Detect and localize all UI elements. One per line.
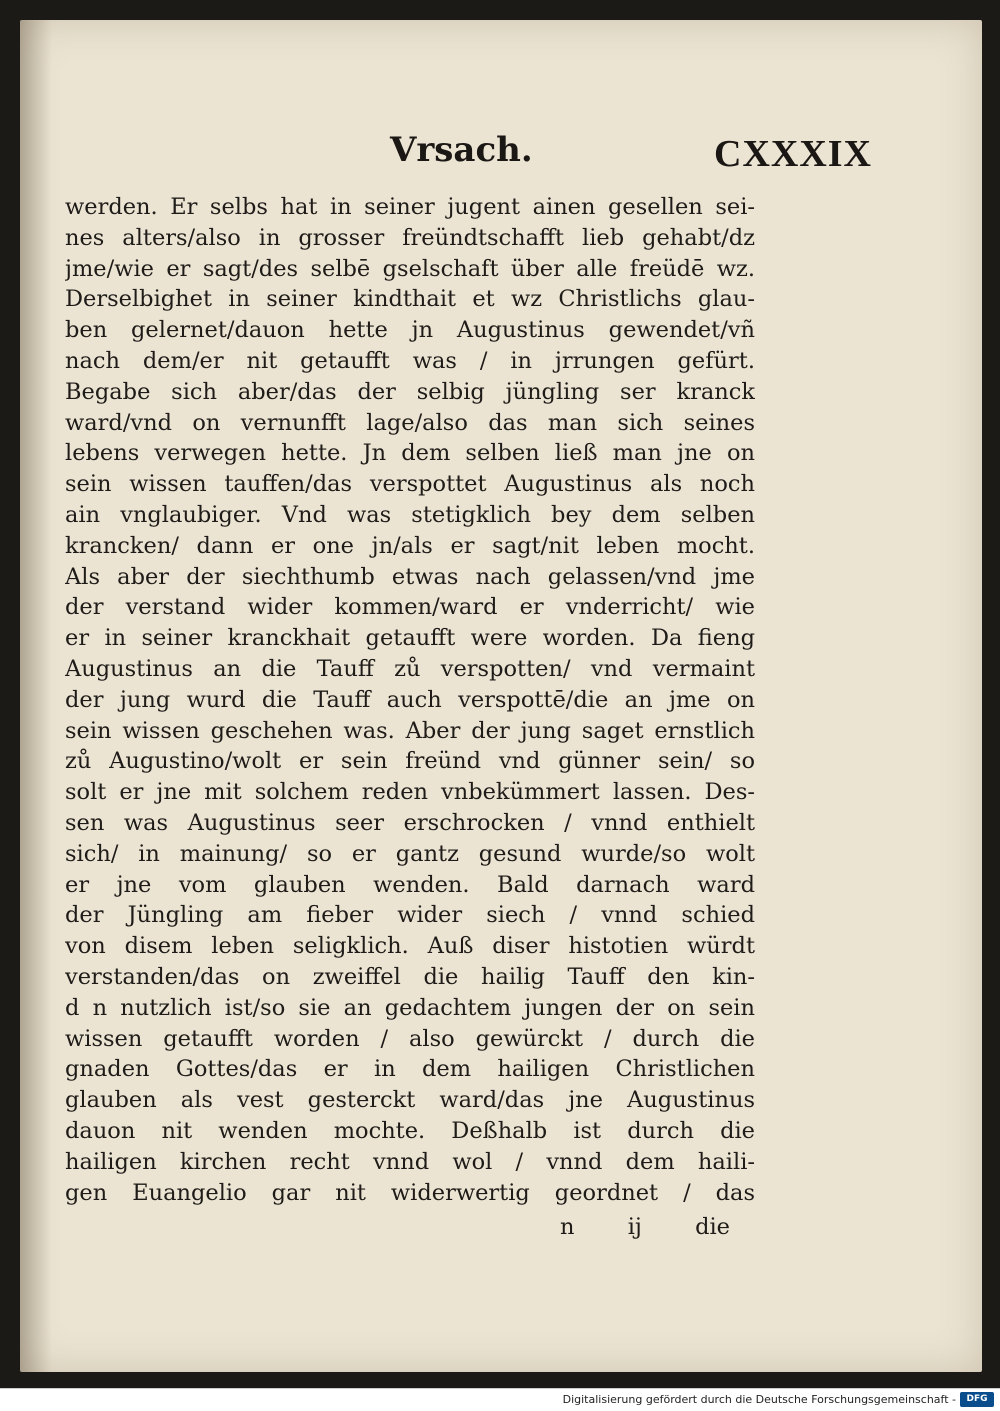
text-line: Derselbighet in seiner kindthait et wz Christlichs glau- bbox=[65, 286, 755, 313]
text-line: solt er jne mit solchem reden vnbekümmert lassen. Des- bbox=[65, 779, 755, 806]
text-line: lebens verwegen hette. Jn dem selben ließ man jne on bbox=[65, 440, 755, 467]
text-line: verstanden/das on zweiffel die hailig Tauff den kin- bbox=[65, 963, 755, 990]
text-line: Begabe sich aber/das der selbig jüngling ser kranck bbox=[65, 378, 755, 405]
text-line: sich/ in mainung/ so er gantz gesund wurde/so wolt bbox=[65, 840, 755, 867]
text-line: der Jüngling am fieber wider siech / vnnd schied bbox=[65, 902, 755, 929]
text-line: Augustinus an die Tauff zů verspotten/ vnd vermaint bbox=[65, 655, 755, 682]
text-line: werden. Er selbs hat in seiner jugent ainen gesellen sei- bbox=[65, 194, 755, 220]
signature-mark: n bbox=[560, 1214, 575, 1240]
text-line: zů Augustino/wolt er sein freünd vnd günner sein/ so bbox=[65, 748, 755, 775]
page-gutter-shadow bbox=[20, 20, 52, 1372]
folio-number: CXXXIX bbox=[714, 133, 872, 175]
text-line: gnaden Gottes/das er in dem hailigen Christlichen bbox=[65, 1056, 755, 1083]
footer-bar bbox=[0, 1388, 1000, 1411]
catchwords bbox=[560, 1214, 730, 1240]
text-line: ben gelernet/dauon hette jn Augustinus gewendet/vñ bbox=[65, 317, 755, 344]
text-line: sein wissen geschehen was. Aber der jung saget ernstlich bbox=[65, 717, 755, 744]
text-line: jme/wie er sagt/des selbē gselschaft über alle freüdē wz. bbox=[65, 255, 755, 282]
text-line: er in seiner kranckhait getaufft were worden. Da fieng bbox=[65, 625, 755, 652]
text-line: hailigen kirchen recht vnnd wol / vnnd dem haili- bbox=[65, 1148, 755, 1175]
text-line: ward/vnd on vernunfft lage/also das man sich seines bbox=[65, 409, 755, 436]
text-line: dauon nit wenden mochte. Deßhalb ist durch die bbox=[65, 1117, 755, 1144]
text-line: der verstand wider kommen/ward er vnderricht/ wie bbox=[65, 594, 755, 621]
text-line: er jne vom glauben wenden. Bald darnach ward bbox=[65, 871, 755, 898]
text-line: ain vnglaubiger. Vnd was stetigklich bey dem selben bbox=[65, 501, 755, 528]
page-header bbox=[60, 130, 872, 190]
text-line: nes alters/also in grosser freündtschafft lieb gehabt/dz bbox=[65, 224, 755, 251]
footer-credit: Digitalisierung gefördert durch die Deutsche Forschungsgemeinschaft - bbox=[562, 1393, 956, 1406]
catchword: die bbox=[695, 1214, 730, 1240]
book-page bbox=[20, 20, 982, 1372]
dfg-logo: DFG bbox=[960, 1392, 994, 1407]
text-line: glauben als vest gesterckt ward/das jne Augustinus bbox=[65, 1087, 755, 1114]
text-line: nach dem/er nit getaufft was / in jrrungen gefürt. bbox=[65, 347, 755, 374]
text-line: der jung wurd die Tauff auch verspottē/die an jme on bbox=[65, 686, 755, 713]
running-title: Vrsach. bbox=[390, 130, 533, 170]
text-line: Als aber der siechthumb etwas nach gelassen/vnd jme bbox=[65, 563, 755, 590]
body-text bbox=[65, 192, 755, 1208]
text-line: sen was Augustinus seer erschrocken / vnnd enthielt bbox=[65, 809, 755, 836]
text-line: wissen getaufft worden / also gewürckt / durch die bbox=[65, 1025, 755, 1052]
text-line: d n nutzlich ist/so sie an gedachtem jungen der on sein bbox=[65, 994, 755, 1021]
text-line: krancken/ dann er one jn/als er sagt/nit leben mocht. bbox=[65, 532, 755, 559]
signature-number: ij bbox=[627, 1214, 642, 1240]
text-line: von disem leben seligklich. Auß diser histotien würdt bbox=[65, 933, 755, 960]
text-line: gen Euangelio gar nit widerwertig geordnet / das bbox=[65, 1179, 755, 1206]
text-line: sein wissen tauffen/das verspottet Augustinus als noch bbox=[65, 471, 755, 498]
